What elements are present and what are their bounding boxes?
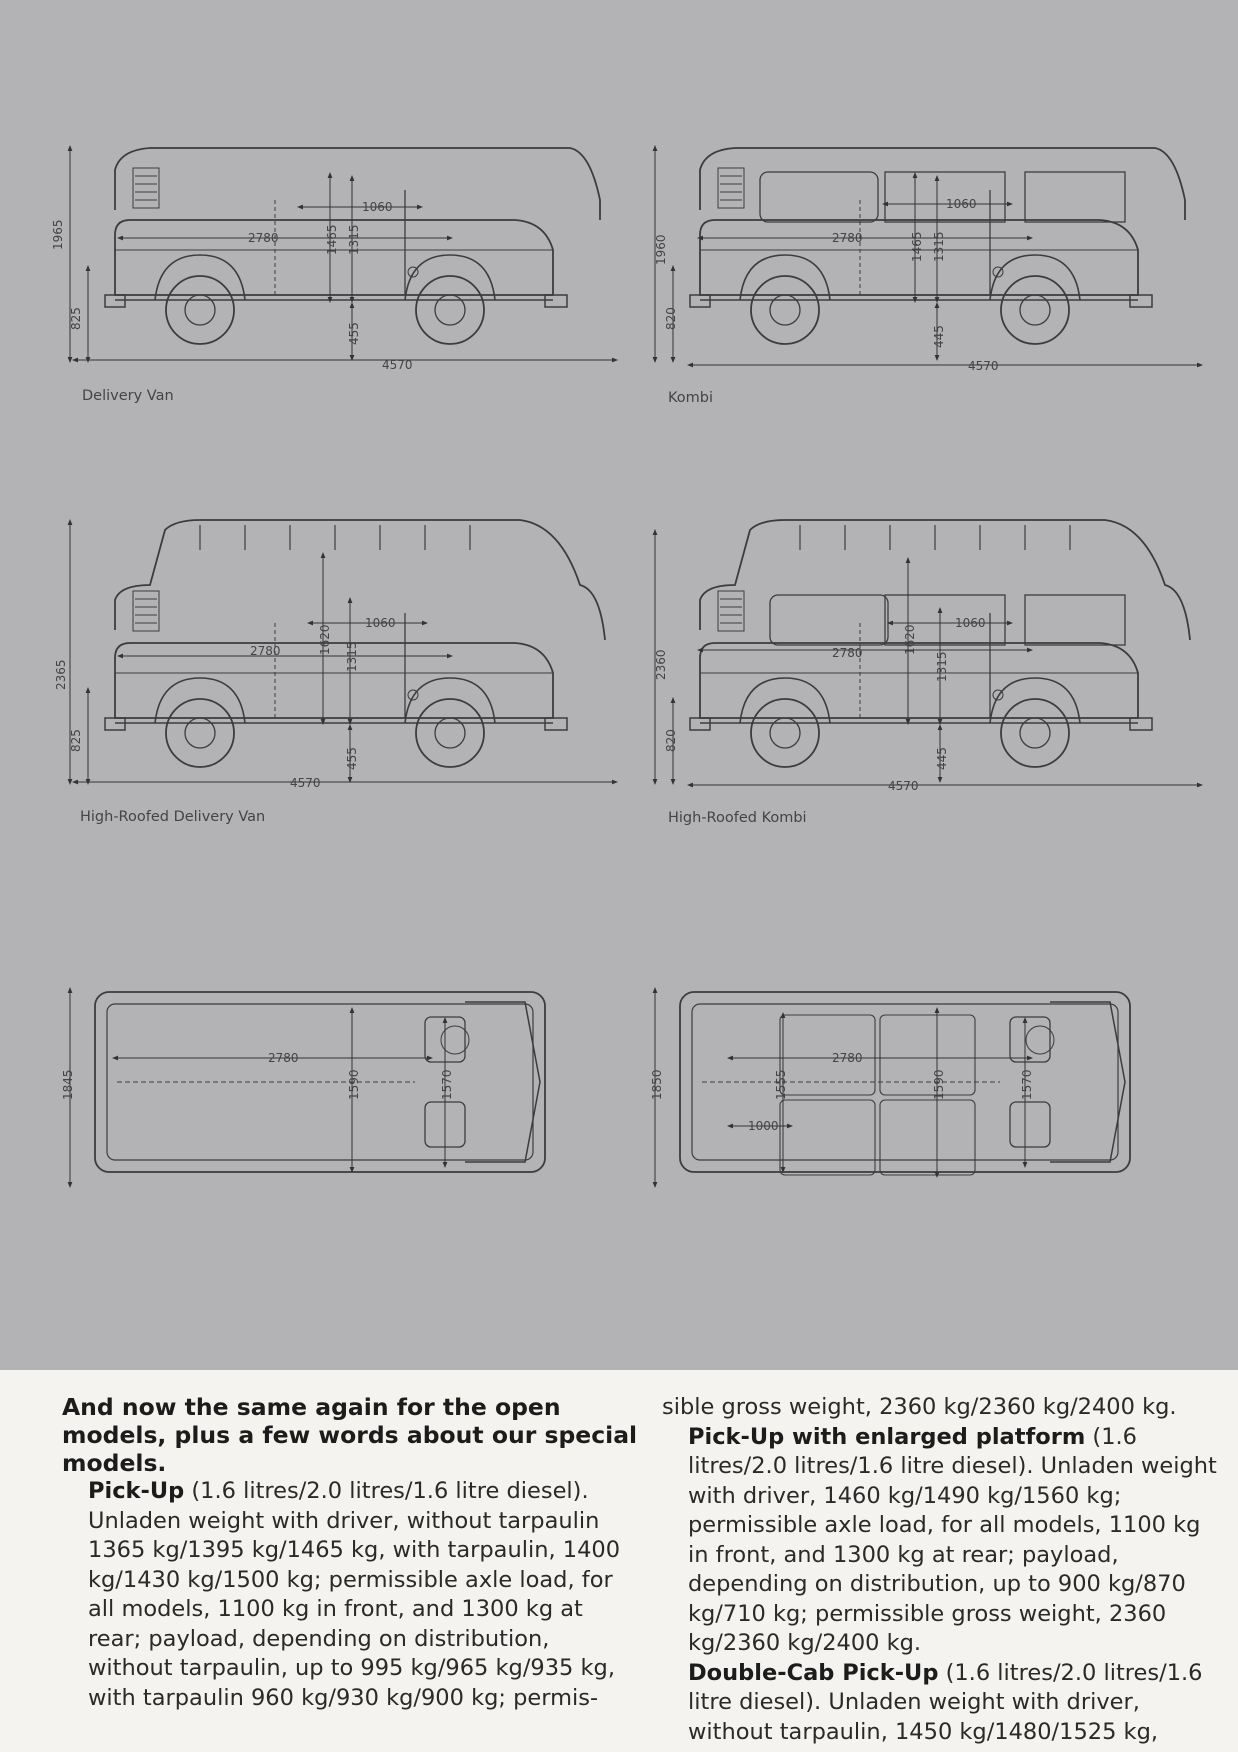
delivery-van-floor: 825 xyxy=(69,307,83,330)
double-cab-heading: Double-Cab Pick-Up xyxy=(688,1659,939,1686)
hr-delivery-van-caption: High-Roofed Delivery Van xyxy=(80,809,266,825)
hr-delivery-van-wheelbase: 2780 xyxy=(250,644,281,658)
intro-heading: And now the same again for the open models, plus a few words about our special models. xyxy=(62,1393,638,1477)
hr-kombi-door-height: 1315 xyxy=(935,651,949,682)
hr-kombi-inner-height: 1620 xyxy=(903,624,917,655)
kombi-length: 4570 xyxy=(968,359,999,373)
text-column-left xyxy=(62,1393,638,1713)
delivery-van-inner-height: 1465 xyxy=(325,224,339,255)
delivery-van-caption: Delivery Van xyxy=(82,388,174,404)
delivery-van-step: 455 xyxy=(347,322,361,345)
pickup-continuation: sible gross weight, 2360 kg/2360 kg/2400 kg. xyxy=(662,1394,1177,1420)
top-right-width: 1850 xyxy=(650,1069,664,1100)
kombi-floor: 820 xyxy=(664,307,678,330)
kombi-height: 1960 xyxy=(654,234,668,265)
hr-delivery-van-load-length: 1060 xyxy=(365,616,396,630)
delivery-van-wheelbase: 2780 xyxy=(248,231,279,245)
double-cab-paragraph xyxy=(662,1659,1222,1748)
hr-delivery-van-inner-height: 1620 xyxy=(318,624,332,655)
hr-kombi-caption: High-Roofed Kombi xyxy=(668,810,807,826)
kombi-inner-height: 1465 xyxy=(910,231,924,262)
hr-kombi-floor: 820 xyxy=(664,729,678,752)
hr-kombi-length: 4570 xyxy=(888,779,919,793)
pickup-heading: Pick-Up xyxy=(88,1478,185,1504)
top-left-inner-width: 1590 xyxy=(347,1069,361,1100)
enlarged-platform-paragraph xyxy=(662,1423,1222,1659)
kombi-door-height: 1315 xyxy=(932,231,946,262)
top-left-seat-width: 1570 xyxy=(440,1069,454,1100)
hr-kombi-height: 2360 xyxy=(654,649,668,680)
kombi-top-view xyxy=(650,990,1130,1185)
top-left-wheelbase: 2780 xyxy=(268,1051,299,1065)
pickup-body: (1.6 litres/2.0 litres/1.6 litre diesel). Unladen weight with driver, without tarpaulin 1365 kg/1395 kg/1465 kg, with tarpaulin, 1400 kg/1430 kg/1500 kg; permissible axle load, for all models, 1100 kg in front, and 1300 kg at rear; payload, depending on distribution, without tarpaulin, up to 995 kg/965 kg/935 kg, with tarpaulin 960 kg/930 kg/900 kg; permis- xyxy=(88,1478,621,1711)
hr-delivery-van-step: 455 xyxy=(345,747,359,770)
enlarged-platform-body: (1.6 litres/2.0 litres/1.6 litre diesel). Unladen weight with driver, 1460 kg/1490 kg/1560 kg; permissible axle load, for all models, 1100 kg in front, and 1300 kg at rear; payload, depending on distribution, up to 900 kg/870 kg/710 kg; permissible gross weight, 2360 kg/2360 kg/2400 kg. xyxy=(688,1423,1217,1656)
top-right-bench-width: 1555 xyxy=(774,1069,788,1100)
hr-delivery-van-height: 2365 xyxy=(54,659,68,690)
delivery-van-length: 4570 xyxy=(382,358,413,372)
delivery-van-load-length: 1060 xyxy=(362,200,393,214)
hr-delivery-van-length: 4570 xyxy=(290,776,321,790)
hr-kombi-step: 445 xyxy=(935,747,949,770)
delivery-van-top-view xyxy=(61,990,545,1185)
text-column-right xyxy=(662,1393,1222,1747)
hr-delivery-van-floor: 825 xyxy=(69,729,83,752)
kombi-wheelbase: 2780 xyxy=(832,231,863,245)
delivery-van-diagram xyxy=(51,148,615,404)
hr-kombi-wheelbase: 2780 xyxy=(832,646,863,660)
top-right-bench-length: 1000 xyxy=(748,1119,779,1133)
hr-delivery-van-door-height: 1315 xyxy=(345,641,359,672)
kombi-load-length: 1060 xyxy=(946,197,977,211)
pickup-paragraph xyxy=(62,1477,638,1713)
top-right-inner-width: 1590 xyxy=(932,1069,946,1100)
high-roofed-kombi-diagram xyxy=(654,520,1200,826)
top-left-width: 1845 xyxy=(61,1069,75,1100)
kombi-step: 445 xyxy=(932,325,946,348)
hr-kombi-load-length: 1060 xyxy=(955,616,986,630)
kombi-diagram xyxy=(654,148,1200,406)
kombi-caption: Kombi xyxy=(668,390,714,406)
delivery-van-door-height: 1315 xyxy=(347,224,361,255)
enlarged-platform-heading: Pick-Up with enlarged platform xyxy=(688,1423,1086,1450)
top-right-seat-width: 1570 xyxy=(1020,1069,1034,1100)
top-right-wheelbase: 2780 xyxy=(832,1051,863,1065)
double-cab-body: (1.6 litres/2.0 litres/1.6 litre diesel). Unladen weight with driver, without tarpaulin, 1450 kg/1480/1525 kg, xyxy=(688,1659,1203,1745)
delivery-van-height: 1965 xyxy=(51,219,65,250)
high-roofed-delivery-van-diagram xyxy=(54,520,615,825)
